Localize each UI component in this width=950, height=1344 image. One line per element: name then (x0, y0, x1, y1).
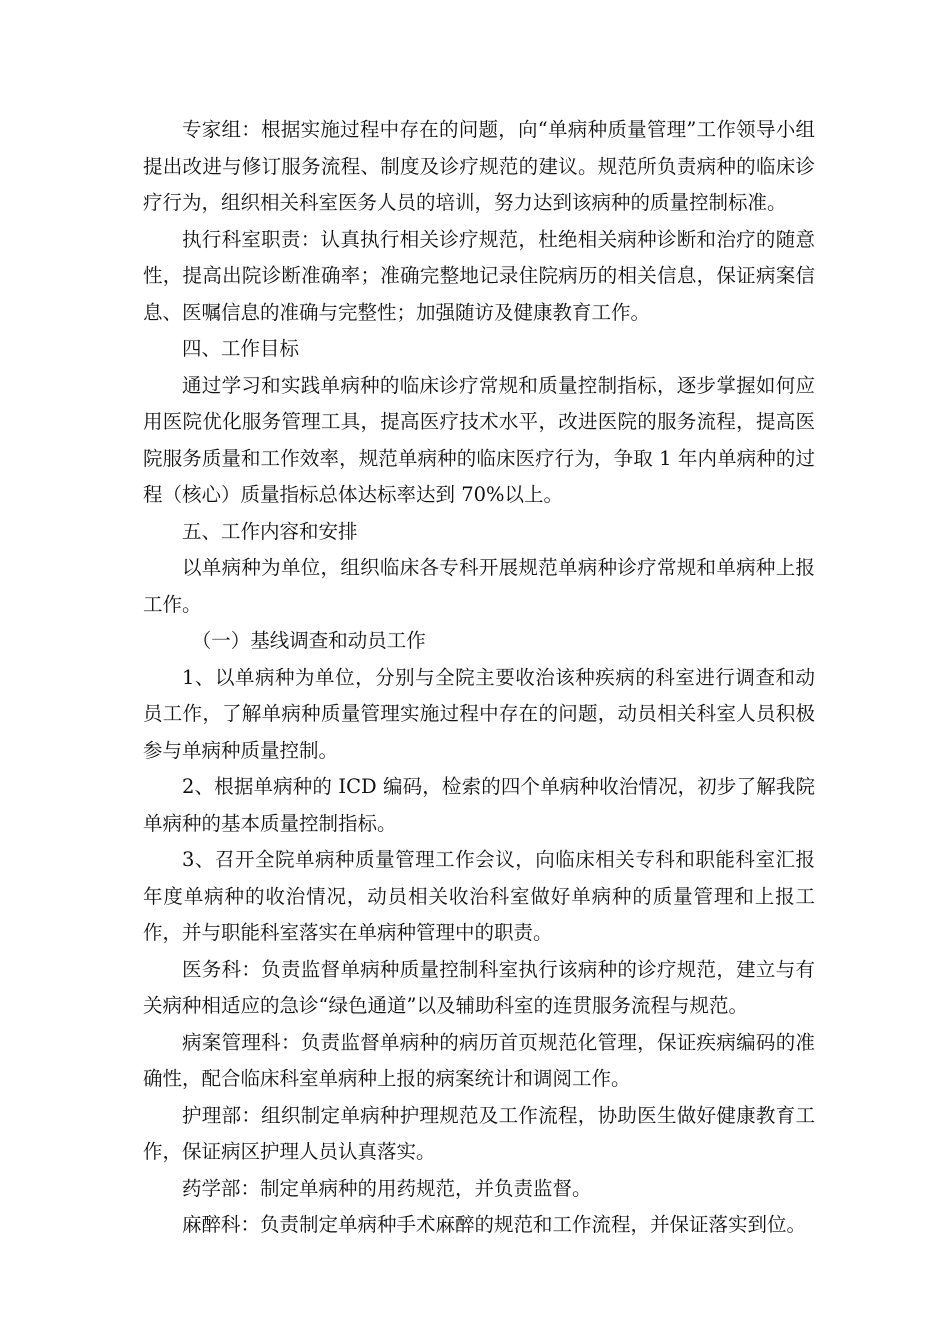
paragraph-anesthesia: 麻醉科：负责制定单病种手术麻醉的规范和工作流程，并保证落实到位。 (182, 1213, 807, 1236)
subsection-heading-baseline: （一）基线调查和动员工作 (191, 629, 426, 652)
paragraph-content-intro: 以单病种为单位，组织临床各专科开展规范单病种诊疗常规和单病种上报工作。 (143, 556, 815, 616)
paragraph-expert-group: 专家组：根据实施过程中存在的问题，向“单病种质量管理”工作领导小组提出改进与修订服务流程、制度及诊疗规范的建议。规范所负责病种的临床诊疗行为，组织相关科室医务人员的培训，努力达到该病种的质量控制标准。 (143, 118, 815, 214)
paragraph-nursing: 护理部：组织制定单病种护理规范及工作流程，协助医生做好健康教育工作，保证病区护理人员认真落实。 (143, 1103, 815, 1163)
paragraph-executing-departments: 执行科室职责：认真执行相关诊疗规范，杜绝相关病种诊断和治疗的随意性，提高出院诊断准确率；准确完整地记录住院病历的相关信息，保证病案信息、医嘱信息的准确与完整性；加强随访及健康教育工作。 (143, 227, 815, 324)
paragraph-medical-affairs: 医务科：负责监督单病种质量控制科室执行该病种的诊疗规范，建立与有关病种相适应的急诊“绿色通道”以及辅助科室的连贯服务流程与规范。 (143, 957, 815, 1017)
list-item-2: 2、根据单病种的 ICD 编码，检索的四个单病种收治情况，初步了解我院单病种的基本质量控制指标。 (143, 775, 815, 835)
list-item-3: 3、召开全院单病种质量管理工作会议，向临床相关专科和职能科室汇报年度单病种的收治情况，动员相关收治科室做好单病种的质量管理和上报工作，并与职能科室落实在单病种管理中的职责。 (143, 848, 815, 944)
section-heading-content: 五、工作内容和安排 (182, 519, 358, 543)
section-heading-goals: 四、工作目标 (182, 337, 300, 360)
paragraph-pharmacy: 药学部：制定单病种的用药规范，并负责监督。 (182, 1176, 592, 1200)
paragraph-goals: 通过学习和实践单病种的临床诊疗常规和质量控制指标，逐步掌握如何应用医院优化服务管理工具，提高医疗技术水平，改进医院的服务流程，提高医院服务质量和工作效率，规范单病种的临床医疗行为，争取 1 年内单病种的过程（核心）质量指标总体达标率达到 70%以上。 (143, 373, 815, 506)
document-page (143, 112, 815, 1244)
list-item-1: 1、以单病种为单位，分别与全院主要收治该种疾病的科室进行调查和动员工作，了解单病种质量管理实施过程中存在的问题，动员相关科室人员积极参与单病种质量控制。 (143, 665, 815, 762)
paragraph-medical-records: 病案管理科：负责监督单病种的病历首页规范化管理，保证疾病编码的准确性，配合临床科室单病种上报的病案统计和调阅工作。 (143, 1030, 815, 1090)
